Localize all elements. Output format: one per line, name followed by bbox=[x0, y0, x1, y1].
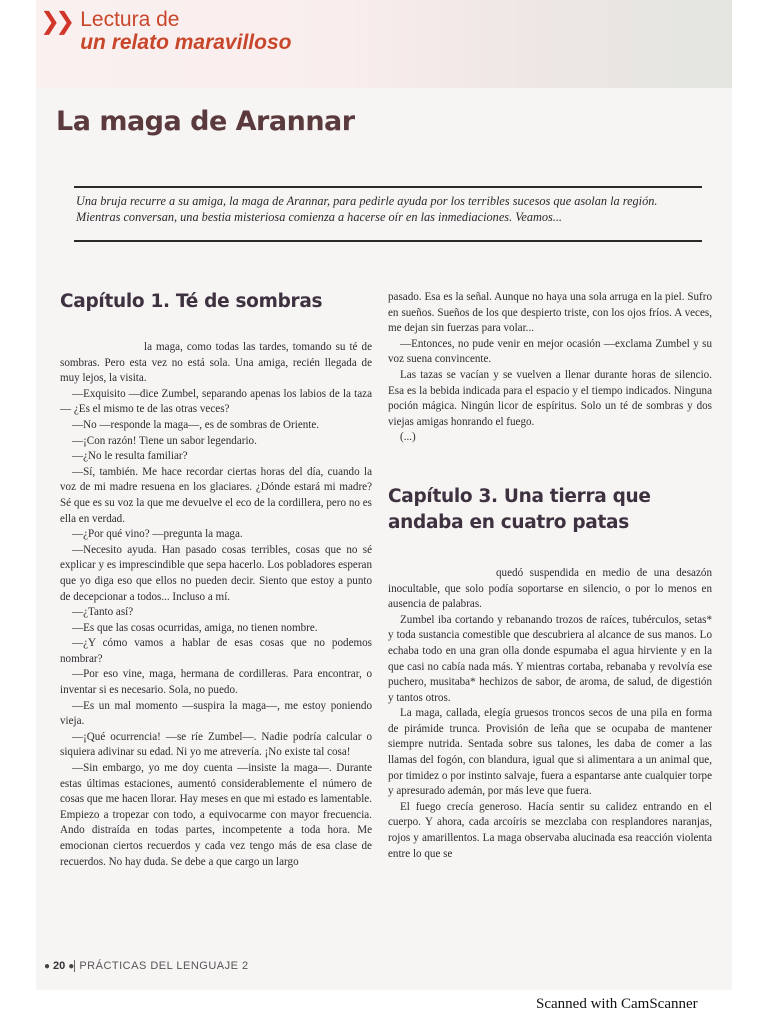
page-number: 20 bbox=[53, 960, 66, 972]
scanner-watermark: Scanned with CamScanner bbox=[536, 996, 698, 1012]
book-title: PRÁCTICAS DEL LENGUAJE 2 bbox=[74, 960, 248, 972]
paragraph: —¿No le resulta familiar? bbox=[72, 450, 188, 463]
paragraph: —¡Qué ocurrencia! —se ríe Zumbel—. Nadie podría calcular o siquiera adivinar su edad. Ni yo me atrevería. ¡No existe tal cosa! bbox=[60, 730, 372, 759]
right-column bbox=[388, 290, 712, 862]
paragraph: Zumbel iba cortando y rebanando trozos de raíces, tubérculos, setas* y toda sustancia comestible que descubriera al alcance de sus manos. Lo echaba todo en una gran olla donde espumaba el agua hirviente y en la que casi no cabía nada más. Y mientras cortaba, rebanaba y revolvía ese puchero, musitaba* hechizos de sabor, de aroma, de salud, de digestión y tantos otros. bbox=[388, 613, 712, 704]
paragraph: —¿Tanto así? bbox=[72, 606, 134, 619]
intro-top-rule bbox=[74, 186, 702, 188]
paragraph: la maga, como todas las tardes, tomando su té de sombras. Pero esta vez no está sola. Una amiga, recién llegada de muy lejos, la visita. bbox=[60, 341, 372, 385]
paragraph: quedó suspendida en medio de una desazón inocultable, que solo podía soportarse en silencio, o por lo menos en ausencia de palabras. bbox=[388, 566, 712, 611]
book-page bbox=[36, 0, 732, 990]
paragraph: —¿Por qué vino? —pregunta la maga. bbox=[72, 528, 243, 541]
paragraph: —Por eso vine, maga, hermana de cordilleras. Para encontrar, o inventar si es necesario. Sola, no puedo. bbox=[60, 668, 372, 697]
section-heading-line2: un relato maravilloso bbox=[80, 31, 292, 54]
intro-bottom-rule bbox=[74, 240, 702, 242]
section-label bbox=[40, 8, 291, 54]
paragraph: —Exquisito —dice Zumbel, separando apenas los labios de la taza— ¿Es el mismo te de las otras veces? bbox=[60, 387, 372, 416]
paragraph: La maga, callada, elegía gruesos troncos secos de una pila en forma de pirámide trunca. Provisión de leña que se ocupaba de mantener siempre nutrida. Sentada sobre sus talones, les daba de comer a las llamas del fogón, con blandura, igual que si alimentara a un animal que, por timidez o por instinto salvaje, fuera a espantarse ante cualquier torpe y apresurado ademán, por más leve que fuera. bbox=[388, 707, 712, 798]
ellipsis-marker: (...) bbox=[400, 431, 416, 444]
paragraph: —Es que las cosas ocurridas, amiga, no tienen nombre. bbox=[72, 621, 318, 634]
section-heading bbox=[80, 8, 291, 54]
intro-summary: Una bruja recurre a su amiga, la maga de Arannar, para pedirle ayuda por los terribles sucesos que asolan la región. Mientras conversan, una bestia misteriosa comienza a hacerse oír en las inmediaciones. Veamos... bbox=[76, 194, 658, 224]
double-chevron-right-icon: ❯❯ bbox=[40, 7, 71, 35]
paragraph: pasado. Esa es la señal. Aunque no haya una sola arruga en la piel. Sufro en sueños. Sueños de los que despierto triste, con los ojos fríos. A veces, me dejan sin fuerzas para volar... bbox=[388, 291, 712, 335]
page-footer bbox=[44, 960, 249, 972]
story-title: La maga de Arannar bbox=[56, 106, 355, 137]
paragraph: —Necesito ayuda. Han pasado cosas terribles, cosas que no sé explicar y es imprescindible que sepa hacerlo. Los pobladores esperan que yo diga eso que ellos no pueden decir. Siento que estoy a punto de decepcionar a todos... Incluso a mí. bbox=[60, 543, 372, 603]
bullet-icon: ● bbox=[68, 960, 75, 972]
paragraph: —Entonces, no pude venir en mejor ocasión —exclama Zumbel y su voz suena convincente. bbox=[388, 337, 712, 366]
chapter-3-title: Capítulo 3. Una tierra que andaba en cuatro patas bbox=[388, 485, 651, 533]
chapter-1-title: Capítulo 1. Té de sombras bbox=[60, 291, 323, 312]
paragraph: —Sin embargo, yo me doy cuenta —insiste la maga—. Durante estas últimas estaciones, aumentó considerablemente el número de cosas que me hacen llorar. Hay meses en que mi estado es lamentable. Empiezo a tropezar con todo, a equivocarme con mayor frecuencia. Ando distraída en todas partes, incompetente a toda hora. Me emocionan ciertos recuerdos y cada vez tengo más de esa clase de recuerdos. No hay duda. Se debe a que cargo un largo bbox=[60, 762, 372, 868]
paragraph: —Sí, también. Me hace recordar ciertas horas del día, cuando la voz de mi madre resuena en los glaciares. ¿Dónde estará mi madre? Sé que es su voz la que me devuelve el eco de la cordillera, pero no es ella en verdad. bbox=[60, 465, 372, 525]
paragraph: —¿Y cómo vamos a hablar de esas cosas que no podemos nombrar? bbox=[60, 637, 372, 665]
paragraph: —Es un mal momento —suspira la maga—, me estoy poniendo vieja. bbox=[60, 699, 372, 728]
paragraph: Las tazas se vacían y se vuelven a llenar durante horas de silencio. Esa es la bebida indicada para el espacio y el tiempo indicados. Ninguna poción mágica. Ningún licor de espíritus. Solo un té de sombras y dos viejas amigas honrando el fuego. bbox=[388, 368, 712, 428]
paragraph: El fuego crecía generoso. Hacía sentir su calidez entrando en el cuerpo. Y ahora, cada arcoíris se mezclaba con resplandores naranjas, rojos y amarillentos. La maga observaba alucinada esa reacción violenta entre lo que se bbox=[388, 800, 712, 860]
section-heading-line1: Lectura de bbox=[80, 8, 180, 31]
bullet-icon: ● bbox=[44, 960, 51, 972]
paragraph: —¡Con razón! Tiene un sabor legendario. bbox=[72, 434, 257, 447]
left-column bbox=[60, 290, 372, 870]
paragraph: —No —responde la maga—, es de sombras de Oriente. bbox=[72, 418, 320, 431]
